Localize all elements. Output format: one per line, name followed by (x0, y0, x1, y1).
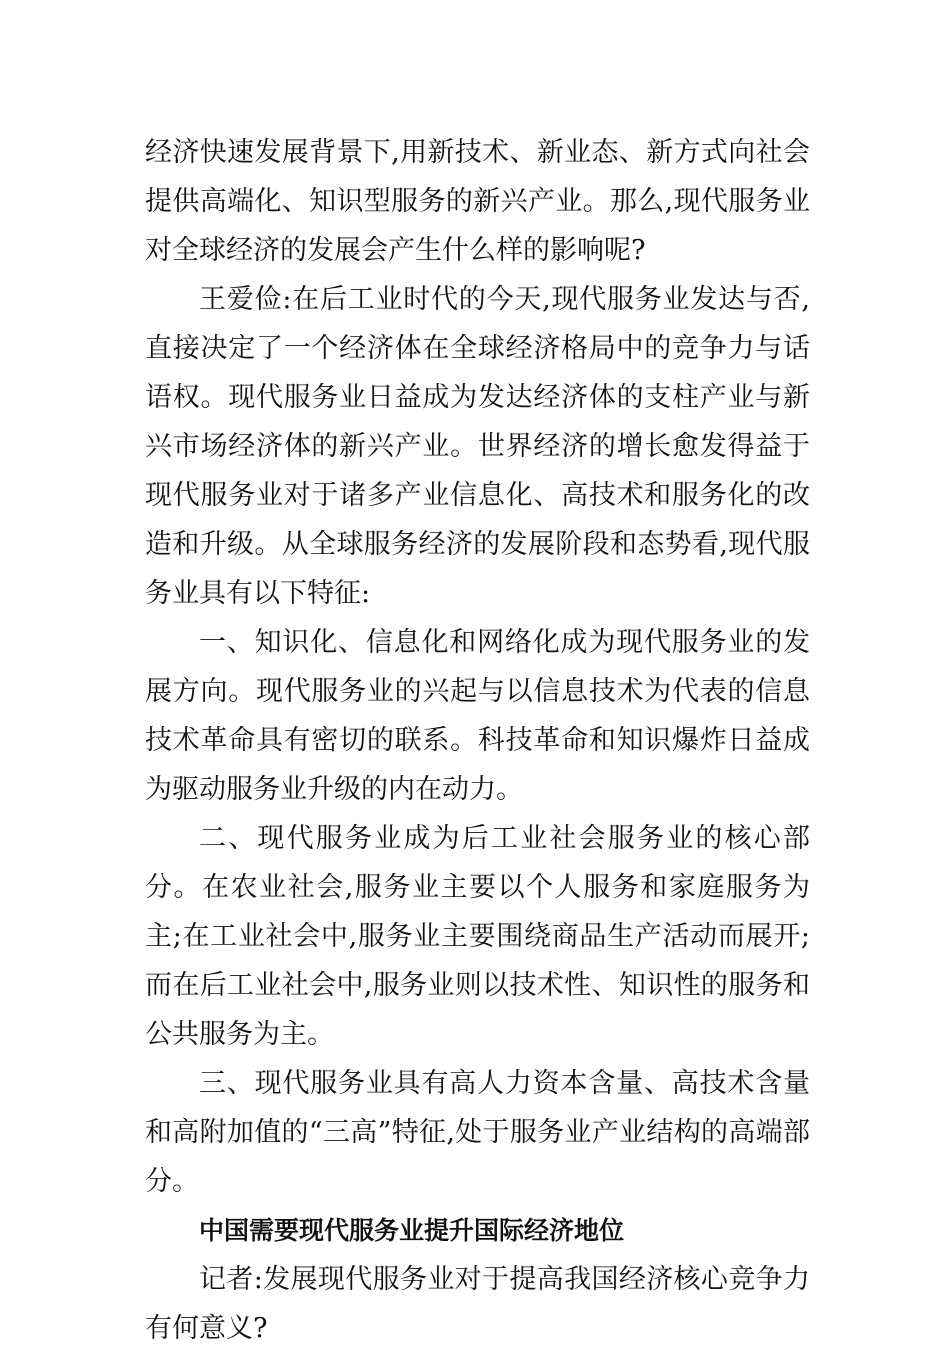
paragraph-reporter-question: 记者:发展现代服务业对于提高我国经济核心竞争力有何意义? (145, 1264, 810, 1344)
document-body (145, 128, 810, 1353)
paragraph-answer-intro: 王爱俭:在后工业时代的今天,现代服务业发达与否,直接决定了一个经济体在全球经济格局中的竞争力与话语权。现代服务业日益成为发达经济体的支柱产业与新兴市场经济体的新兴产业。世界经济的增长愈发得益于现代服务业对于诸多产业信息化、高技术和服务化的改造和升级。从全球服务经济的发展阶段和态势看,现代服务业具有以下特征: (145, 284, 810, 609)
paragraph-feature-three: 三、现代服务业具有高人力资本含量、高技术含量和高附加值的“三高”特征,处于服务业产业结构的高端部分。 (145, 1068, 810, 1197)
paragraph-feature-two: 二、现代服务业成为后工业社会服务业的核心部分。在农业社会,服务业主要以个人服务和家庭服务为主;在工业社会中,服务业主要围绕商品生产活动而展开;而在后工业社会中,服务业则以技术性、知识性的服务和公共服务为主。 (145, 823, 810, 1050)
paragraph-feature-one: 一、知识化、信息化和网络化成为现代服务业的发展方向。现代服务业的兴起与以信息技术为代表的信息技术革命具有密切的联系。科技革命和知识爆炸日益成为驱动服务业升级的内在动力。 (145, 627, 810, 805)
section-heading: 中国需要现代服务业提升国际经济地位 (199, 1216, 625, 1245)
paragraph-continuation: 经济快速发展背景下,用新技术、新业态、新方式向社会提供高端化、知识型服务的新兴产业。那么,现代服务业对全球经济的发展会产生什么样的影响呢? (145, 137, 810, 266)
